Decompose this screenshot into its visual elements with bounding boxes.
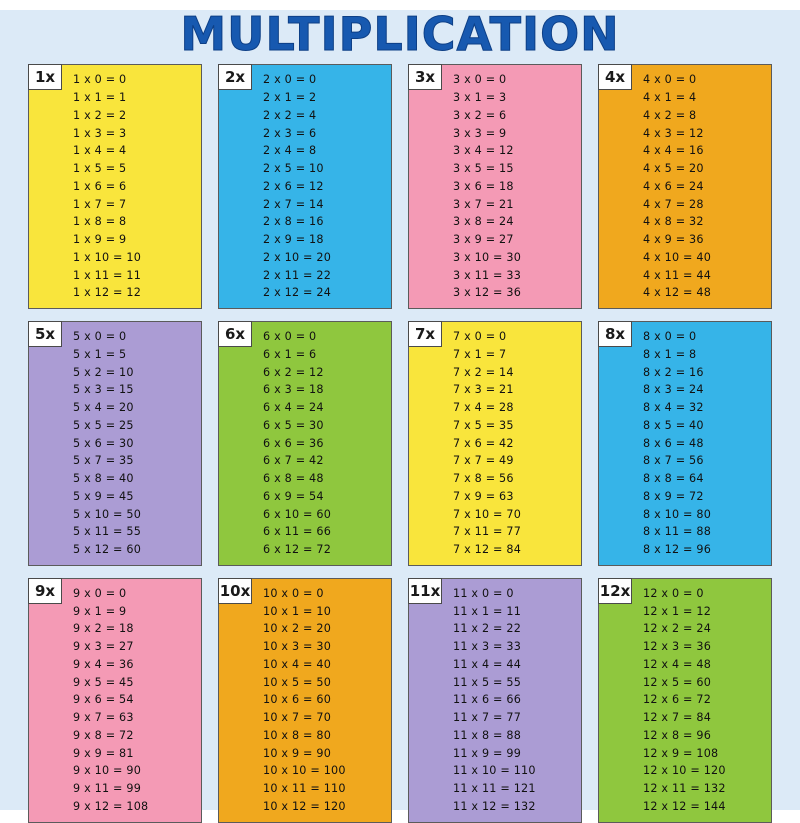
equation-row: 3 x 1 = 3 [453,91,507,105]
equation-row: 5 x 6 = 30 [73,436,134,450]
equation-row: 2 x 0 = 0 [263,73,317,87]
times-table-rows [643,328,767,559]
equation-row: 12 x 5 = 60 [643,675,712,689]
equation-row: 10 x 7 = 70 [263,711,332,725]
equation-row: 12 x 10 = 120 [643,764,726,778]
equation-row: 12 x 2 = 24 [643,622,712,636]
equation-row: 9 x 11 = 99 [73,782,142,796]
equation-row: 3 x 8 = 24 [453,215,514,229]
equation-row: 8 x 1 = 8 [643,347,697,361]
equation-row: 11 x 6 = 66 [453,693,522,707]
equation-row: 1 x 7 = 7 [73,197,127,211]
equation-row: 4 x 9 = 36 [643,233,704,247]
equation-row: 11 x 9 = 99 [453,746,522,760]
equation-row: 2 x 9 = 18 [263,233,324,247]
equation-row: 9 x 9 = 81 [73,746,134,760]
equation-row: 5 x 8 = 40 [73,472,134,486]
equation-row: 3 x 12 = 36 [453,286,522,300]
equation-row: 10 x 0 = 0 [263,586,324,600]
equation-row: 8 x 8 = 64 [643,472,704,486]
equation-row: 11 x 3 = 33 [453,640,522,654]
equation-row: 4 x 5 = 20 [643,162,704,176]
equation-row: 1 x 8 = 8 [73,215,127,229]
multiplication-poster [0,7,800,813]
times-table-badge: 12x [598,578,632,604]
times-table-card-3x [408,64,582,309]
equation-row: 11 x 1 = 11 [453,604,522,618]
equation-row: 12 x 4 = 48 [643,657,712,671]
equation-row: 5 x 1 = 5 [73,347,127,361]
equation-row: 10 x 10 = 100 [263,764,346,778]
times-table-card-4x [598,64,772,309]
equation-row: 5 x 9 = 45 [73,489,134,503]
times-table-card-7x [408,321,582,566]
equation-row: 10 x 11 = 110 [263,782,346,796]
equation-row: 10 x 3 = 30 [263,640,332,654]
equation-row: 5 x 7 = 35 [73,454,134,468]
times-table-rows [263,328,387,559]
equation-row: 7 x 8 = 56 [453,472,514,486]
equation-row: 1 x 3 = 3 [73,126,127,140]
equation-row: 11 x 10 = 110 [453,764,536,778]
times-table-badge: 8x [598,321,632,347]
equation-row: 8 x 4 = 32 [643,401,704,415]
equation-row: 9 x 3 = 27 [73,640,134,654]
equation-row: 3 x 11 = 33 [453,268,522,282]
times-table-rows [643,71,767,302]
equation-row: 1 x 10 = 10 [73,250,142,264]
equation-row: 2 x 3 = 6 [263,126,317,140]
equation-row: 12 x 3 = 36 [643,640,712,654]
equation-row: 12 x 11 = 132 [643,782,726,796]
times-table-rows [73,585,197,816]
equation-row: 8 x 0 = 0 [643,330,697,344]
times-table-card-12x [598,578,772,823]
equation-row: 11 x 8 = 88 [453,728,522,742]
equation-row: 7 x 7 = 49 [453,454,514,468]
equation-row: 3 x 0 = 0 [453,73,507,87]
equation-row: 10 x 4 = 40 [263,657,332,671]
equation-row: 8 x 7 = 56 [643,454,704,468]
equation-row: 9 x 8 = 72 [73,728,134,742]
equation-row: 11 x 2 = 22 [453,622,522,636]
times-table-rows [643,585,767,816]
times-table-card-6x [218,321,392,566]
equation-row: 7 x 12 = 84 [453,543,522,557]
equation-row: 9 x 6 = 54 [73,693,134,707]
equation-row: 7 x 11 = 77 [453,525,522,539]
equation-row: 3 x 2 = 6 [453,108,507,122]
equation-row: 12 x 8 = 96 [643,728,712,742]
equation-row: 6 x 1 = 6 [263,347,317,361]
equation-row: 10 x 2 = 20 [263,622,332,636]
equation-row: 12 x 6 = 72 [643,693,712,707]
equation-row: 7 x 5 = 35 [453,418,514,432]
equation-row: 11 x 5 = 55 [453,675,522,689]
equation-row: 3 x 3 = 9 [453,126,507,140]
equation-row: 1 x 0 = 0 [73,73,127,87]
times-table-badge: 4x [598,64,632,90]
tables-grid [0,64,800,813]
equation-row: 4 x 8 = 32 [643,215,704,229]
equation-row: 10 x 8 = 80 [263,728,332,742]
equation-row: 6 x 9 = 54 [263,489,324,503]
equation-row: 1 x 5 = 5 [73,162,127,176]
equation-row: 2 x 10 = 20 [263,250,332,264]
times-table-rows [73,328,197,559]
equation-row: 2 x 2 = 4 [263,108,317,122]
equation-row: 3 x 6 = 18 [453,179,514,193]
equation-row: 1 x 2 = 2 [73,108,127,122]
equation-row: 9 x 4 = 36 [73,657,134,671]
equation-row: 6 x 10 = 60 [263,507,332,521]
equation-row: 11 x 0 = 0 [453,586,514,600]
equation-row: 12 x 1 = 12 [643,604,712,618]
equation-row: 6 x 7 = 42 [263,454,324,468]
equation-row: 8 x 6 = 48 [643,436,704,450]
times-table-badge: 9x [28,578,62,604]
equation-row: 4 x 4 = 16 [643,144,704,158]
times-table-card-9x [28,578,202,823]
equation-row: 9 x 0 = 0 [73,586,127,600]
equation-row: 8 x 2 = 16 [643,365,704,379]
equation-row: 2 x 8 = 16 [263,215,324,229]
times-table-badge: 3x [408,64,442,90]
equation-row: 5 x 10 = 50 [73,507,142,521]
equation-row: 3 x 10 = 30 [453,250,522,264]
equation-row: 10 x 6 = 60 [263,693,332,707]
equation-row: 11 x 12 = 132 [453,799,536,813]
equation-row: 6 x 3 = 18 [263,383,324,397]
equation-row: 4 x 10 = 40 [643,250,712,264]
equation-row: 4 x 11 = 44 [643,268,712,282]
equation-row: 11 x 7 = 77 [453,711,522,725]
equation-row: 2 x 5 = 10 [263,162,324,176]
equation-row: 1 x 11 = 11 [73,268,142,282]
equation-row: 2 x 4 = 8 [263,144,317,158]
times-table-rows [453,328,577,559]
equation-row: 10 x 1 = 10 [263,604,332,618]
equation-row: 1 x 12 = 12 [73,286,142,300]
equation-row: 7 x 10 = 70 [453,507,522,521]
equation-row: 5 x 2 = 10 [73,365,134,379]
equation-row: 8 x 10 = 80 [643,507,712,521]
equation-row: 1 x 9 = 9 [73,233,127,247]
equation-row: 12 x 12 = 144 [643,799,726,813]
equation-row: 5 x 11 = 55 [73,525,142,539]
equation-row: 2 x 11 = 22 [263,268,332,282]
equation-row: 3 x 7 = 21 [453,197,514,211]
equation-row: 9 x 2 = 18 [73,622,134,636]
equation-row: 9 x 1 = 9 [73,604,127,618]
times-table-badge: 2x [218,64,252,90]
equation-row: 12 x 7 = 84 [643,711,712,725]
equation-row: 5 x 0 = 0 [73,330,127,344]
equation-row: 12 x 9 = 108 [643,746,719,760]
times-table-card-11x [408,578,582,823]
times-table-card-8x [598,321,772,566]
times-table-card-10x [218,578,392,823]
equation-row: 7 x 3 = 21 [453,383,514,397]
equation-row: 9 x 10 = 90 [73,764,142,778]
times-table-badge: 1x [28,64,62,90]
equation-row: 3 x 9 = 27 [453,233,514,247]
equation-row: 4 x 0 = 0 [643,73,697,87]
equation-row: 3 x 4 = 12 [453,144,514,158]
times-table-rows [263,71,387,302]
equation-row: 1 x 1 = 1 [73,91,127,105]
equation-row: 2 x 6 = 12 [263,179,324,193]
equation-row: 2 x 12 = 24 [263,286,332,300]
equation-row: 1 x 6 = 6 [73,179,127,193]
equation-row: 8 x 5 = 40 [643,418,704,432]
times-table-badge: 10x [218,578,252,604]
equation-row: 10 x 5 = 50 [263,675,332,689]
equation-row: 12 x 0 = 0 [643,586,704,600]
times-table-badge: 11x [408,578,442,604]
times-table-badge: 7x [408,321,442,347]
equation-row: 3 x 5 = 15 [453,162,514,176]
equation-row: 2 x 1 = 2 [263,91,317,105]
equation-row: 4 x 2 = 8 [643,108,697,122]
times-table-rows [73,71,197,302]
equation-row: 1 x 4 = 4 [73,144,127,158]
equation-row: 6 x 4 = 24 [263,401,324,415]
equation-row: 7 x 0 = 0 [453,330,507,344]
equation-row: 4 x 12 = 48 [643,286,712,300]
equation-row: 8 x 12 = 96 [643,543,712,557]
equation-row: 9 x 12 = 108 [73,799,149,813]
equation-row: 6 x 5 = 30 [263,418,324,432]
equation-row: 5 x 12 = 60 [73,543,142,557]
equation-row: 5 x 5 = 25 [73,418,134,432]
equation-row: 7 x 6 = 42 [453,436,514,450]
equation-row: 7 x 9 = 63 [453,489,514,503]
equation-row: 6 x 12 = 72 [263,543,332,557]
equation-row: 4 x 6 = 24 [643,179,704,193]
times-table-rows [453,71,577,302]
times-table-card-2x [218,64,392,309]
equation-row: 6 x 6 = 36 [263,436,324,450]
equation-row: 6 x 8 = 48 [263,472,324,486]
times-table-badge: 5x [28,321,62,347]
equation-row: 9 x 7 = 63 [73,711,134,725]
times-table-rows [263,585,387,816]
equation-row: 8 x 11 = 88 [643,525,712,539]
equation-row: 10 x 9 = 90 [263,746,332,760]
equation-row: 9 x 5 = 45 [73,675,134,689]
equation-row: 6 x 0 = 0 [263,330,317,344]
equation-row: 11 x 11 = 121 [453,782,536,796]
times-table-card-1x [28,64,202,309]
equation-row: 4 x 7 = 28 [643,197,704,211]
times-table-badge: 6x [218,321,252,347]
equation-row: 7 x 1 = 7 [453,347,507,361]
equation-row: 10 x 12 = 120 [263,799,346,813]
equation-row: 7 x 4 = 28 [453,401,514,415]
equation-row: 4 x 3 = 12 [643,126,704,140]
equation-row: 6 x 11 = 66 [263,525,332,539]
equation-row: 8 x 9 = 72 [643,489,704,503]
equation-row: 2 x 7 = 14 [263,197,324,211]
equation-row: 5 x 4 = 20 [73,401,134,415]
equation-row: 7 x 2 = 14 [453,365,514,379]
equation-row: 11 x 4 = 44 [453,657,522,671]
equation-row: 4 x 1 = 4 [643,91,697,105]
equation-row: 5 x 3 = 15 [73,383,134,397]
equation-row: 8 x 3 = 24 [643,383,704,397]
page-title: MULTIPLICATION [180,7,620,61]
equation-row: 6 x 2 = 12 [263,365,324,379]
times-table-rows [453,585,577,816]
times-table-card-5x [28,321,202,566]
